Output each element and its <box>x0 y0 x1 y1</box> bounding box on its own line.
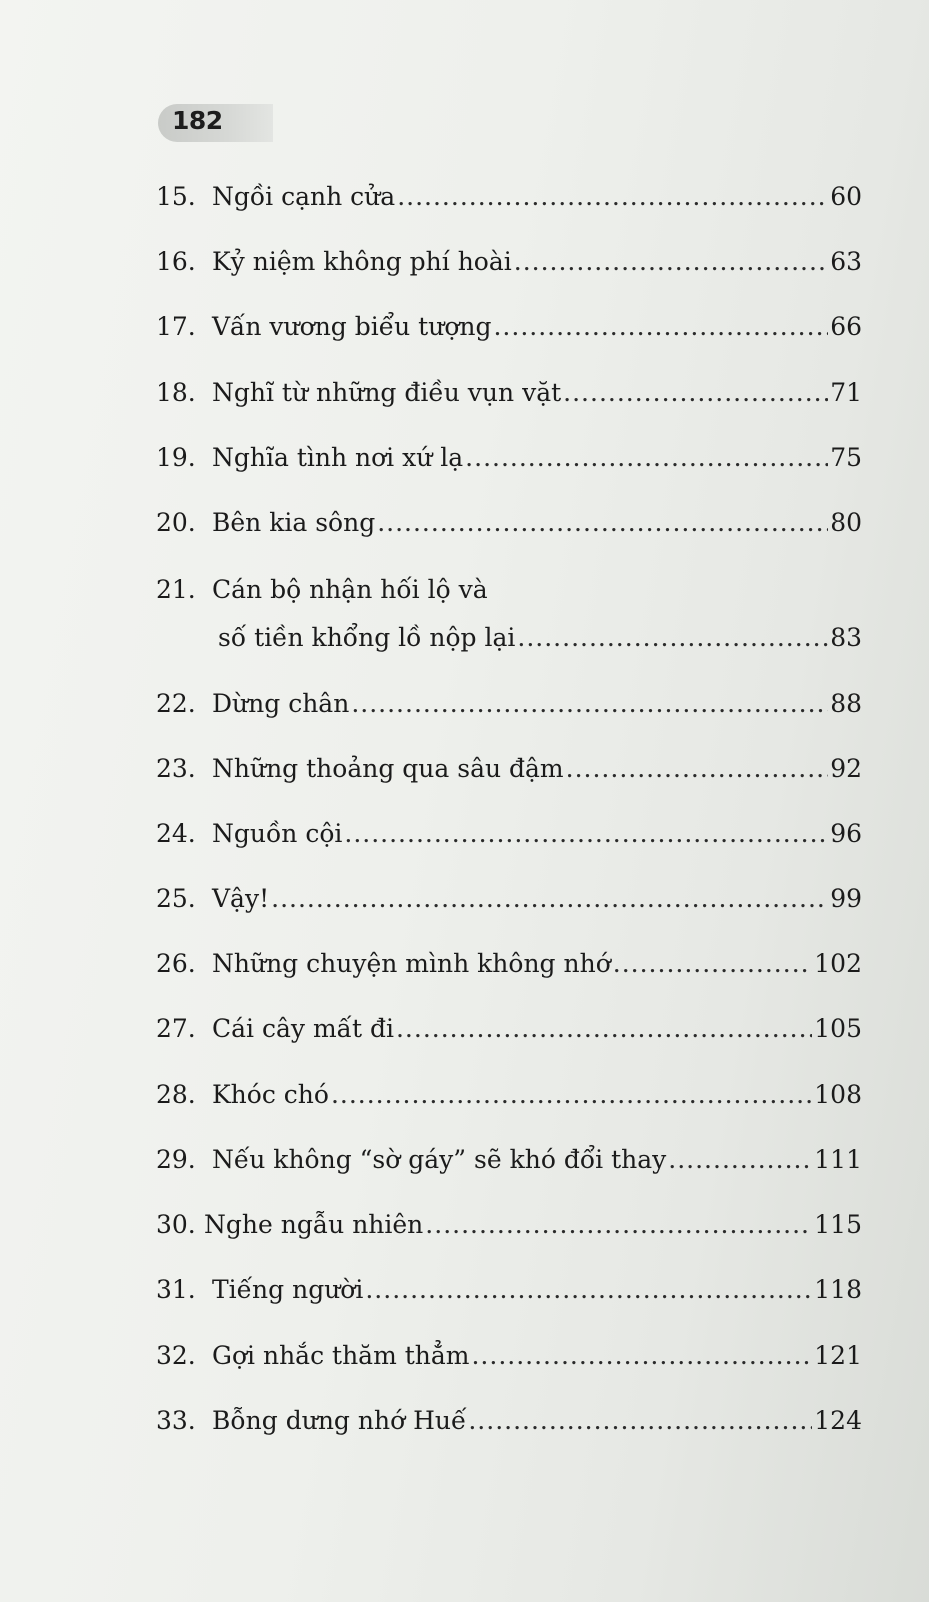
dot-leader <box>365 1273 812 1307</box>
dot-leader <box>517 621 828 655</box>
entry-title: Bỗng dưng nhớ Huế <box>212 1406 467 1435</box>
entry-title: Kỷ niệm không phí hoài <box>212 247 512 276</box>
entry-page: 80 <box>830 508 862 537</box>
entry-title: Khóc chó <box>212 1080 329 1109</box>
entry-page: 66 <box>830 312 862 341</box>
entry-page: 118 <box>814 1275 862 1304</box>
entry-number: 21. <box>156 575 196 604</box>
dot-leader <box>563 376 828 410</box>
dot-leader <box>397 180 828 214</box>
entry-number: 29. <box>156 1145 196 1174</box>
entry-page: 111 <box>814 1145 862 1174</box>
entry-number: 31. <box>156 1275 196 1304</box>
toc-entry <box>156 180 862 214</box>
dot-leader <box>493 310 828 344</box>
entry-number: 20. <box>156 508 196 537</box>
dot-leader <box>471 1339 812 1373</box>
entry-page: 96 <box>830 819 862 848</box>
entry-number: 27. <box>156 1014 196 1043</box>
toc-entry <box>156 1208 862 1242</box>
entry-number: 22. <box>156 689 196 718</box>
toc-entry <box>156 376 862 410</box>
entry-title: Vậy! <box>212 884 270 913</box>
entry-page: 105 <box>814 1014 862 1043</box>
toc-entry <box>156 1143 862 1177</box>
entry-title: Nếu không “sờ gáy” sẽ khó đổi thay <box>212 1145 667 1174</box>
toc-entry <box>156 752 862 786</box>
entry-number: 30. <box>156 1210 196 1239</box>
entry-page: 88 <box>830 689 862 718</box>
entry-title: Bên kia sông <box>212 508 376 537</box>
toc-entry <box>156 1339 862 1373</box>
entry-page: 108 <box>814 1080 862 1109</box>
dot-leader <box>468 1404 812 1438</box>
dot-leader <box>396 1012 812 1046</box>
entry-page: 75 <box>830 443 862 472</box>
entry-number: 18. <box>156 378 196 407</box>
entry-number: 15. <box>156 182 196 211</box>
entry-title: Dừng chân <box>212 689 350 718</box>
dot-leader <box>344 817 828 851</box>
entry-title: Cán bộ nhận hối lộ và <box>212 575 488 604</box>
toc-entry <box>156 441 862 475</box>
entry-page: 121 <box>814 1341 862 1370</box>
page-number: 182 <box>172 106 223 135</box>
dot-leader <box>271 882 828 916</box>
dot-leader <box>514 245 828 279</box>
entry-page: 63 <box>830 247 862 276</box>
dot-leader <box>465 441 828 475</box>
toc-entry <box>156 1078 862 1112</box>
entry-page: 92 <box>830 754 862 783</box>
entry-title: Cái cây mất đi <box>212 1014 394 1043</box>
entry-page: 99 <box>830 884 862 913</box>
toc-entry <box>156 245 862 279</box>
toc-entry <box>156 1404 862 1438</box>
entry-title: Nghe ngẫu nhiên <box>204 1210 424 1239</box>
entry-page: 102 <box>814 949 862 978</box>
entry-number: 32. <box>156 1341 196 1370</box>
toc-entry-two-line <box>156 573 862 655</box>
entry-title: Những thoảng qua sâu đậm <box>212 754 564 783</box>
entry-page: 115 <box>814 1210 862 1239</box>
toc-entry <box>156 310 862 344</box>
toc-entry <box>156 817 862 851</box>
entry-page: 71 <box>830 378 862 407</box>
entry-title: Gợi nhắc thăm thẳm <box>212 1341 470 1370</box>
dot-leader <box>613 947 813 981</box>
dot-leader <box>351 687 828 721</box>
toc-entry <box>156 1012 862 1046</box>
entry-page: 124 <box>814 1406 862 1435</box>
toc-entry <box>156 947 862 981</box>
entry-title: Ngồi cạnh cửa <box>212 182 396 211</box>
entry-number: 25. <box>156 884 196 913</box>
entry-title: Nguồn cội <box>212 819 343 848</box>
dot-leader <box>331 1078 812 1112</box>
entry-title: Vấn vương biểu tượng <box>212 312 492 341</box>
entry-title: Nghĩa tình nơi xứ lạ <box>212 443 464 472</box>
entry-title: Nghĩ từ những điều vụn vặt <box>212 378 562 407</box>
entry-number: 23. <box>156 754 196 783</box>
entry-number: 16. <box>156 247 196 276</box>
entry-number: 24. <box>156 819 196 848</box>
entry-title: Những chuyện mình không nhớ <box>212 949 611 978</box>
toc-entry <box>156 882 862 916</box>
dot-leader <box>566 752 829 786</box>
entry-page: 83 <box>830 623 862 652</box>
entry-title-continued: số tiền khổng lồ nộp lại <box>218 623 516 652</box>
entry-page: 60 <box>830 182 862 211</box>
entry-number: 26. <box>156 949 196 978</box>
toc-entry <box>156 1273 862 1307</box>
dot-leader <box>377 506 828 540</box>
entry-number: 28. <box>156 1080 196 1109</box>
dot-leader <box>668 1143 812 1177</box>
entry-number: 19. <box>156 443 196 472</box>
toc-entry <box>156 506 862 540</box>
entry-number: 33. <box>156 1406 196 1435</box>
entry-number: 17. <box>156 312 196 341</box>
toc-entry <box>156 687 862 721</box>
dot-leader <box>425 1208 812 1242</box>
entry-title: Tiếng người <box>212 1275 364 1304</box>
